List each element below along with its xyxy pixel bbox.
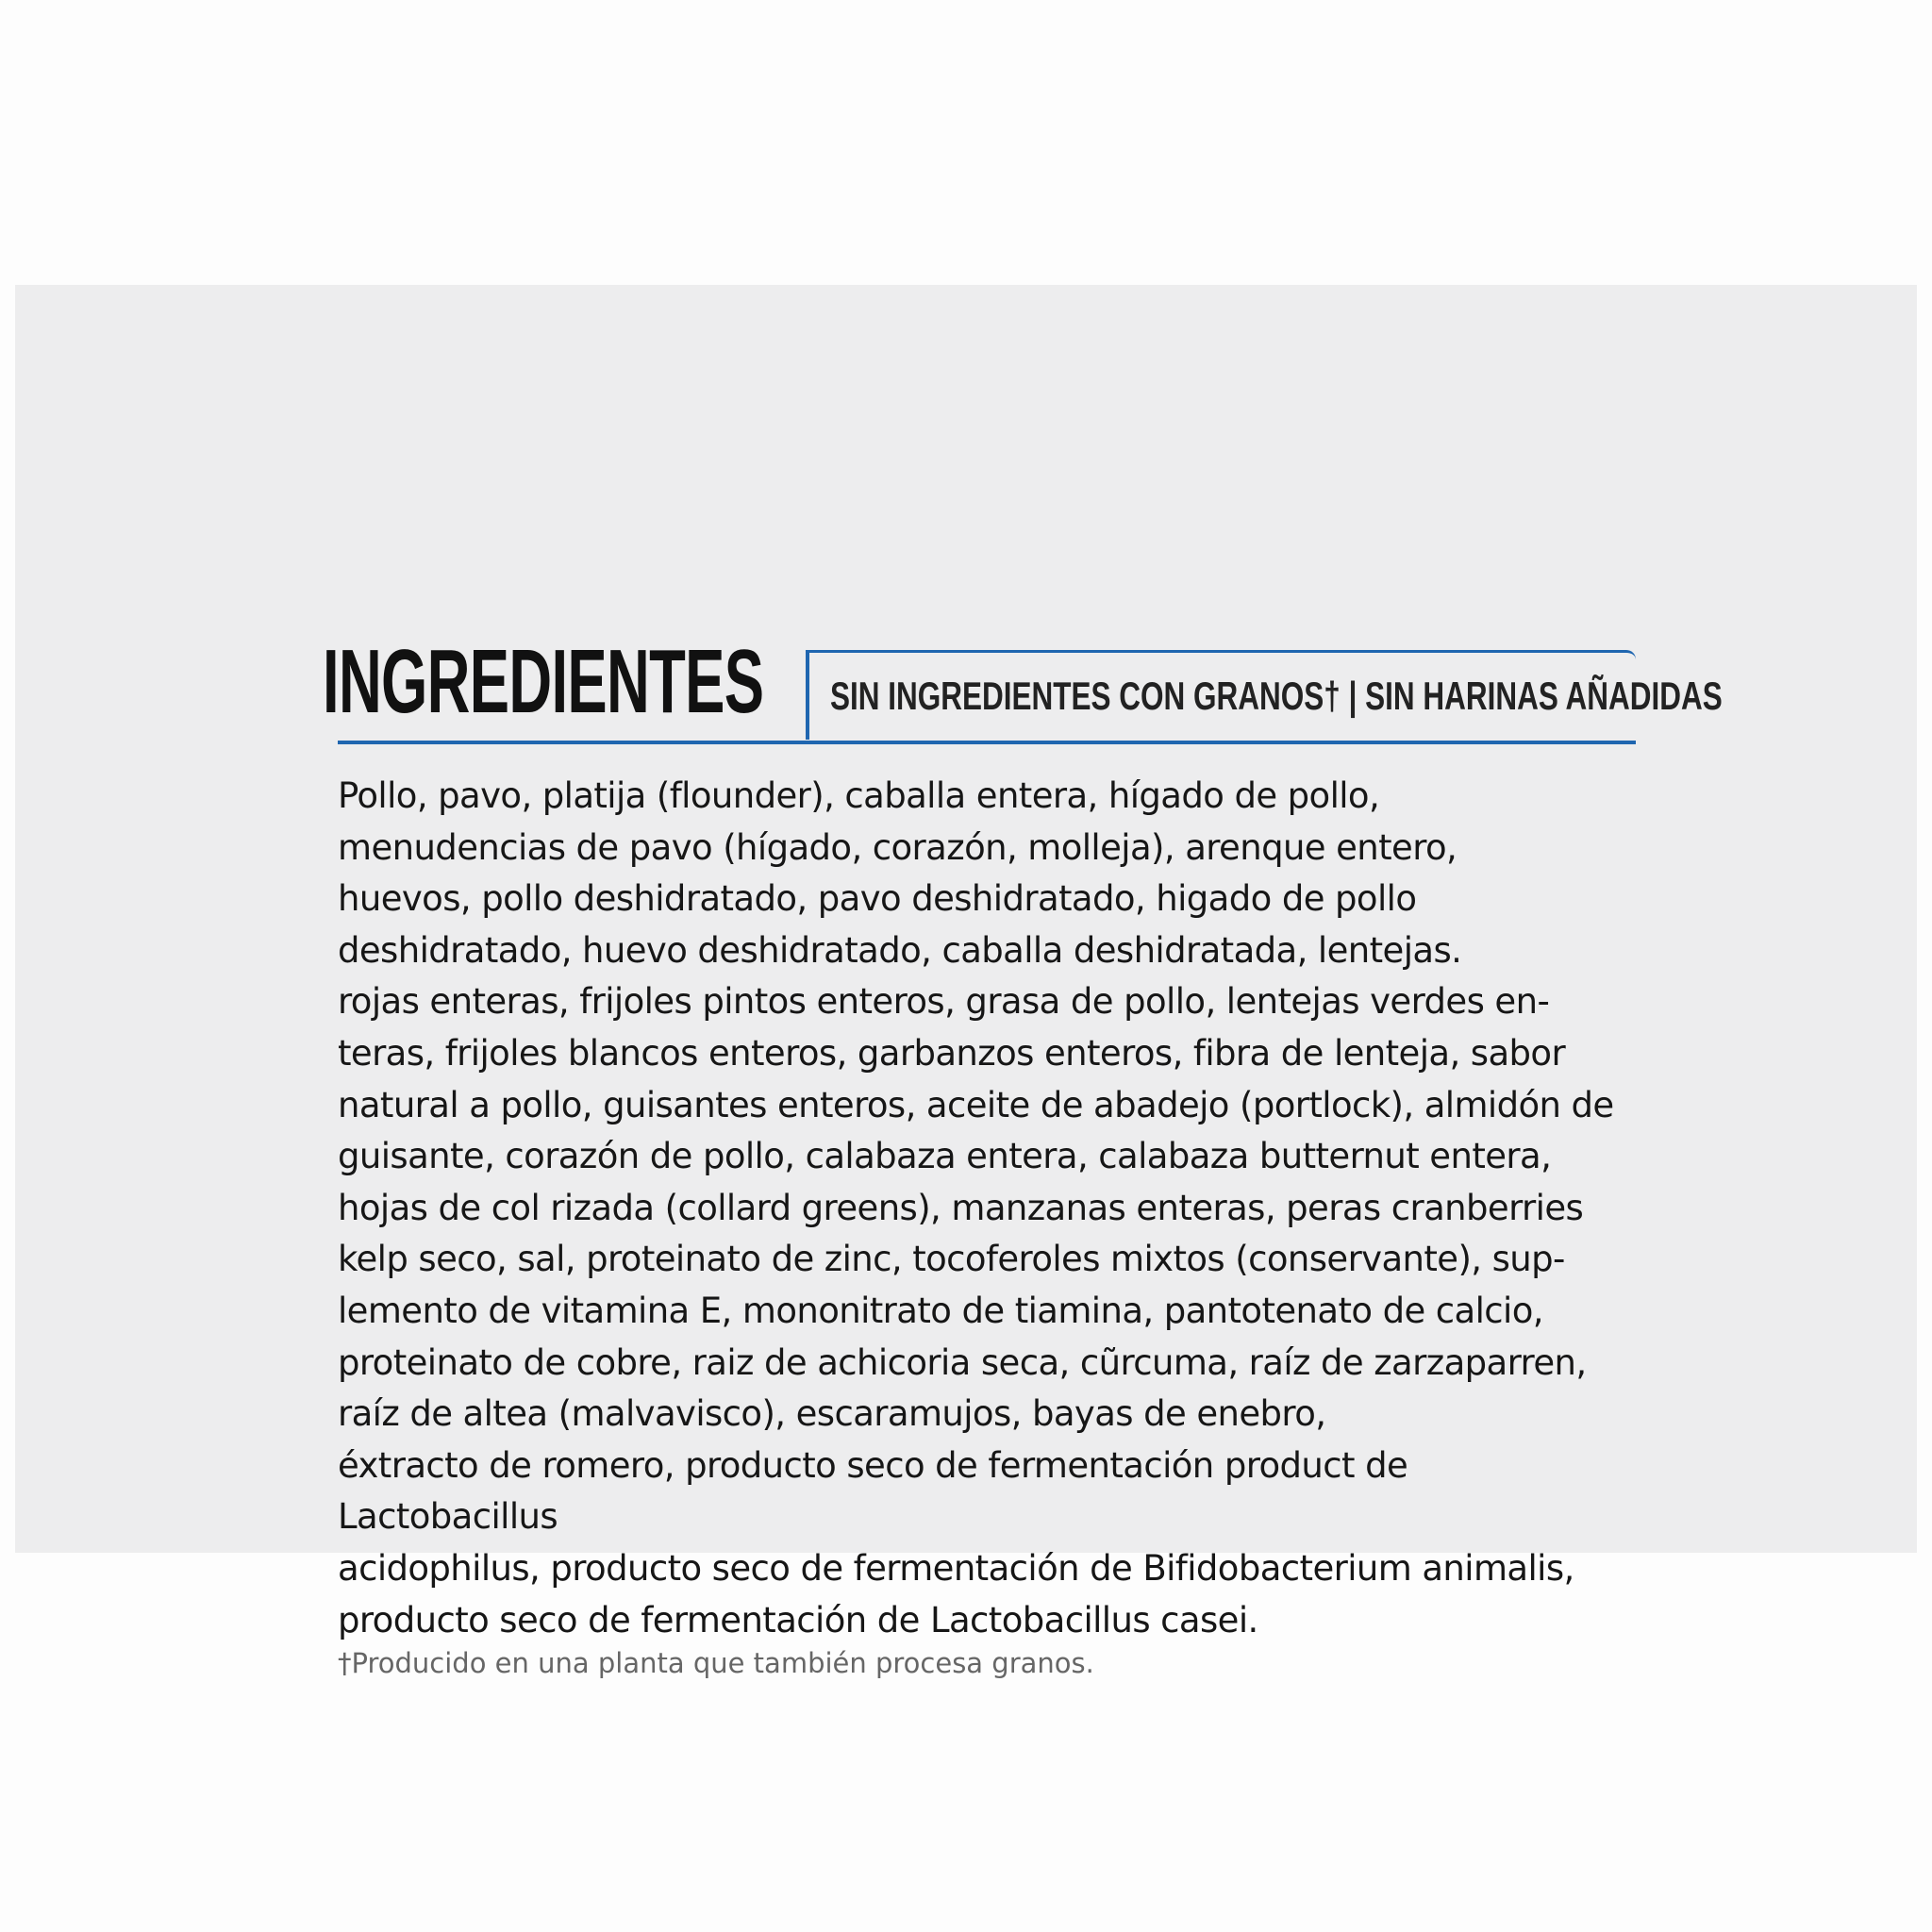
ingredients-text: Pollo, pavo, platija (flounder), caballa entera, hígado de pollo, menudencias de pavo (hígado, corazón, molleja), arenque entero, huevos, pollo deshidratado, pavo deshidratado, higado de pollo deshidratado, huevo deshidratado, caballa deshidratada, lentejas. rojas enteras, frijoles pintos enteros, grasa de pollo, lentejas verdes en- teras, frijoles blancos enteros, garbanzos enteros, fibra de lenteja, sabor natural a pollo, guisantes enteros, aceite de abadejo (portlock), almidón de guisante, corazón de pollo, calabaza entera, calabaza butternut entera, hojas de col rizada (collard greens), manzanas enteras, peras cranberries kelp seco, sal, proteinato de zinc, tocoferoles mixtos (conservante), sup- lemento de vitamina E, mononitrato de tiamina, pantotenato de calcio, proteinato de cobre, raiz de achicoria seca, cũrcuma, raíz de zarzaparren, raíz de altea (malvavisco), escaramujos, bayas de enebro, éxtracto de romero, producto seco de fermentación product de Lactobacillus acidophilus, producto seco de fermentación de Bifidobacterium animalis, producto seco de fermentación de Lactobacillus casei. xyxy=(338,775,1614,1641)
header-divider xyxy=(338,741,1636,744)
page-title: INGREDIENTES xyxy=(323,631,764,732)
footnote-text: †Producido en una planta que también procesa granos. xyxy=(338,1647,1094,1679)
ingredients-panel xyxy=(15,285,1917,1679)
tagline-text: SIN INGREDIENTES CON GRANOS† | SIN HARINAS AÑADIDAS xyxy=(830,674,1723,718)
